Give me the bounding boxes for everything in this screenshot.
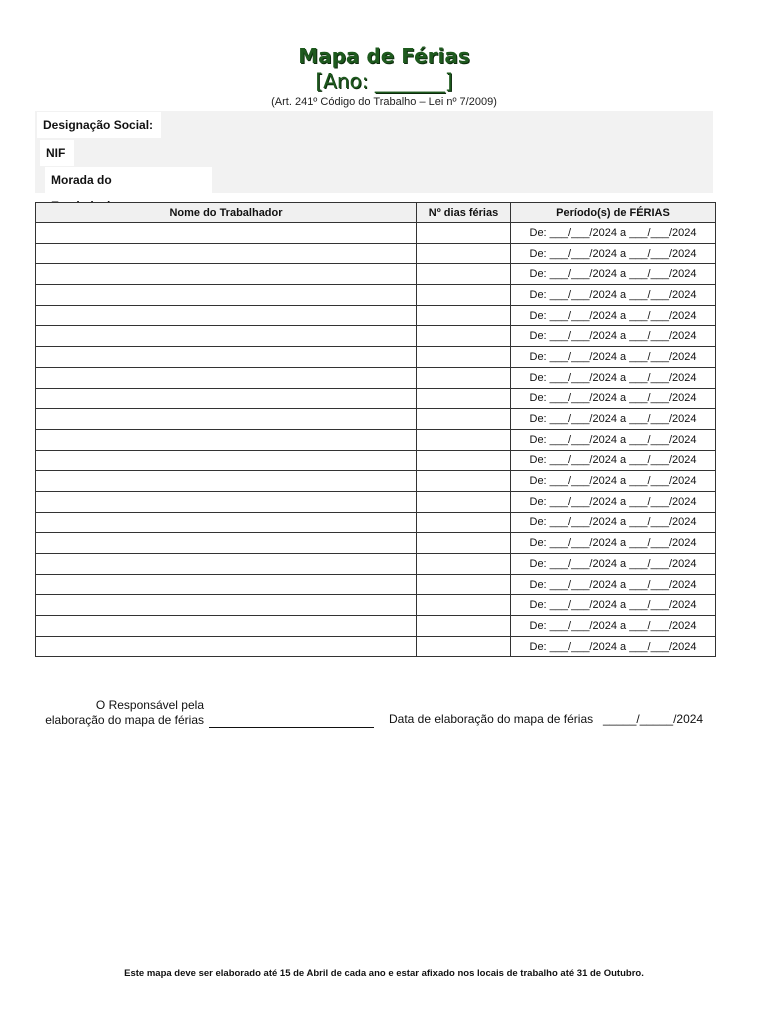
vacation-days-cell[interactable]	[417, 305, 511, 326]
table-row	[36, 264, 716, 285]
vacation-period-cell[interactable]: De: ___/___/2024 a ___/___/2024	[511, 409, 716, 430]
vacation-period-cell[interactable]: De: ___/___/2024 a ___/___/2024	[511, 574, 716, 595]
worker-name-cell[interactable]	[36, 305, 417, 326]
worker-name-cell[interactable]	[36, 512, 417, 533]
vacation-period-cell[interactable]: De: ___/___/2024 a ___/___/2024	[511, 491, 716, 512]
worker-name-cell[interactable]	[36, 595, 417, 616]
morada-label: Morada do	[45, 167, 212, 193]
vacation-days-cell[interactable]	[417, 554, 511, 575]
vacation-days-cell[interactable]	[417, 367, 511, 388]
vacation-table	[35, 202, 716, 657]
vacation-days-cell[interactable]	[417, 347, 511, 368]
legal-reference: (Art. 241º Código do Trabalho – Lei nº 7/2009)	[271, 96, 497, 108]
vacation-period-cell[interactable]: De: ___/___/2024 a ___/___/2024	[511, 636, 716, 657]
worker-name-cell[interactable]	[36, 326, 417, 347]
table-row	[36, 512, 716, 533]
vacation-days-cell[interactable]	[417, 264, 511, 285]
worker-name-cell[interactable]	[36, 264, 417, 285]
vacation-period-cell[interactable]: De: ___/___/2024 a ___/___/2024	[511, 616, 716, 637]
vacation-period-cell[interactable]: De: ___/___/2024 a ___/___/2024	[511, 326, 716, 347]
worker-name-cell[interactable]	[36, 471, 417, 492]
nif-label: NIF	[40, 140, 74, 166]
worker-name-cell[interactable]	[36, 285, 417, 306]
table-row	[36, 367, 716, 388]
vacation-period-cell[interactable]: De: ___/___/2024 a ___/___/2024	[511, 533, 716, 554]
table-row	[36, 574, 716, 595]
worker-name-cell[interactable]	[36, 636, 417, 657]
header-vacation-days: Nº dias férias	[417, 203, 511, 223]
responsible-label-line1: O Responsável pela	[95, 698, 204, 712]
header-worker-name: Nome do Trabalhador	[36, 203, 417, 223]
date-label: Data de elaboração do mapa de férias	[389, 712, 594, 726]
vacation-days-cell[interactable]	[417, 223, 511, 244]
worker-name-cell[interactable]	[36, 388, 417, 409]
vacation-days-cell[interactable]	[417, 512, 511, 533]
vacation-period-cell[interactable]: De: ___/___/2024 a ___/___/2024	[511, 388, 716, 409]
footer-note: Este mapa deve ser elaborado até 15 de Abril de cada ano e estar afixado nos locais de trabalho até 31 de Outubro.	[124, 968, 644, 979]
vacation-days-cell[interactable]	[417, 636, 511, 657]
vacation-period-cell[interactable]: De: ___/___/2024 a ___/___/2024	[511, 450, 716, 471]
vacation-days-cell[interactable]	[417, 595, 511, 616]
vacation-period-cell[interactable]: De: ___/___/2024 a ___/___/2024	[511, 264, 716, 285]
vacation-period-cell[interactable]: De: ___/___/2024 a ___/___/2024	[511, 595, 716, 616]
vacation-days-cell[interactable]	[417, 388, 511, 409]
table-row	[36, 533, 716, 554]
table-row	[36, 388, 716, 409]
vacation-days-cell[interactable]	[417, 616, 511, 637]
vacation-days-cell[interactable]	[417, 243, 511, 264]
table-row	[36, 409, 716, 430]
table-row	[36, 326, 716, 347]
vacation-days-cell[interactable]	[417, 471, 511, 492]
table-row	[36, 450, 716, 471]
page-title: Mapa de Férias	[298, 44, 470, 68]
designacao-social-label: Designação Social:	[37, 112, 161, 138]
worker-name-cell[interactable]	[36, 491, 417, 512]
vacation-period-cell[interactable]: De: ___/___/2024 a ___/___/2024	[511, 347, 716, 368]
vacation-days-cell[interactable]	[417, 450, 511, 471]
worker-name-cell[interactable]	[36, 450, 417, 471]
vacation-period-cell[interactable]: De: ___/___/2024 a ___/___/2024	[511, 305, 716, 326]
table-row	[36, 285, 716, 306]
vacation-days-cell[interactable]	[417, 285, 511, 306]
table-row	[36, 636, 716, 657]
worker-name-cell[interactable]	[36, 347, 417, 368]
vacation-period-cell[interactable]: De: ___/___/2024 a ___/___/2024	[511, 223, 716, 244]
signature-line	[209, 727, 374, 728]
table-row	[36, 243, 716, 264]
table-row	[36, 305, 716, 326]
worker-name-cell[interactable]	[36, 533, 417, 554]
worker-name-cell[interactable]	[36, 409, 417, 430]
table-row	[36, 595, 716, 616]
responsible-label	[40, 698, 204, 728]
worker-name-cell[interactable]	[36, 429, 417, 450]
year-line: [Ano: _______]	[315, 69, 453, 93]
vacation-days-cell[interactable]	[417, 409, 511, 430]
worker-name-cell[interactable]	[36, 243, 417, 264]
vacation-period-cell[interactable]: De: ___/___/2024 a ___/___/2024	[511, 285, 716, 306]
vacation-days-cell[interactable]	[417, 574, 511, 595]
vacation-period-cell[interactable]: De: ___/___/2024 a ___/___/2024	[511, 471, 716, 492]
table-row	[36, 347, 716, 368]
table-row	[36, 554, 716, 575]
vacation-period-cell[interactable]: De: ___/___/2024 a ___/___/2024	[511, 554, 716, 575]
vacation-days-cell[interactable]	[417, 491, 511, 512]
table-row	[36, 471, 716, 492]
vacation-period-cell[interactable]: De: ___/___/2024 a ___/___/2024	[511, 512, 716, 533]
table-row	[36, 429, 716, 450]
date-value: _____/_____/2024	[603, 712, 704, 726]
vacation-period-cell[interactable]: De: ___/___/2024 a ___/___/2024	[511, 367, 716, 388]
worker-name-cell[interactable]	[36, 554, 417, 575]
worker-name-cell[interactable]	[36, 367, 417, 388]
vacation-period-cell[interactable]: De: ___/___/2024 a ___/___/2024	[511, 243, 716, 264]
responsible-label-line2: elaboração do mapa de férias	[45, 713, 204, 727]
worker-name-cell[interactable]	[36, 223, 417, 244]
vacation-days-cell[interactable]	[417, 533, 511, 554]
header-vacation-periods: Período(s) de FÉRIAS	[511, 203, 716, 223]
table-row	[36, 616, 716, 637]
table-row	[36, 491, 716, 512]
vacation-days-cell[interactable]	[417, 326, 511, 347]
worker-name-cell[interactable]	[36, 616, 417, 637]
worker-name-cell[interactable]	[36, 574, 417, 595]
table-row	[36, 223, 716, 244]
table-header-row	[36, 203, 716, 223]
vacation-period-cell[interactable]: De: ___/___/2024 a ___/___/2024	[511, 429, 716, 450]
vacation-days-cell[interactable]	[417, 429, 511, 450]
